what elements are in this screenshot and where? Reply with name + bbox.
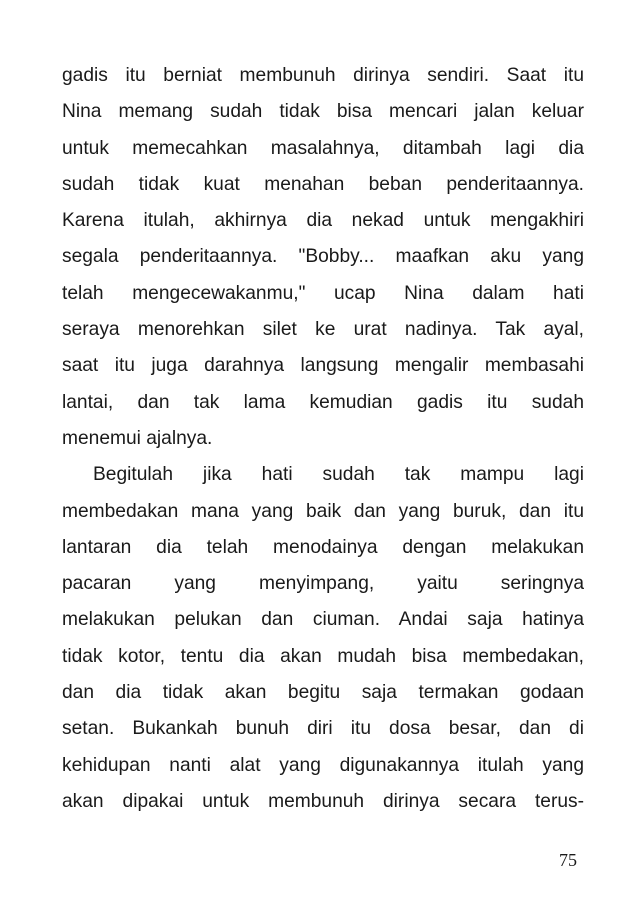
page-number: 75 — [559, 850, 577, 870]
text-line: akan dipakai untuk membunuh dirinya secara terus- — [62, 790, 584, 812]
body-text — [62, 58, 584, 820]
paragraph-end-line: menemui ajalnya. — [62, 427, 213, 449]
text-line: segala penderitaannya. "Bobby... maafkan aku yang — [62, 246, 584, 268]
text-line: membedakan mana yang baik dan yang buruk, dan itu — [62, 500, 584, 522]
text-line: lantaran dia telah menodainya dengan melakukan — [62, 536, 584, 558]
text-line: untuk memecahkan masalahnya, ditambah lagi dia — [62, 137, 584, 159]
text-line: Nina memang sudah tidak bisa mencari jalan keluar — [62, 101, 584, 123]
text-line: saat itu juga darahnya langsung mengalir membasahi — [62, 355, 584, 377]
paragraph-first-line: Begitulah jika hati sudah tak mampu lagi — [93, 464, 584, 486]
text-line: dan dia tidak akan begitu saja termakan godaan — [62, 682, 584, 704]
text-line: tidak kotor, tentu dia akan mudah bisa membedakan, — [62, 645, 584, 667]
text-line: telah mengecewakanmu," ucap Nina dalam hati — [62, 282, 584, 304]
text-line: setan. Bukankah bunuh diri itu dosa besar, dan di — [62, 718, 584, 740]
text-line: seraya menorehkan silet ke urat nadinya. Tak ayal, — [62, 319, 584, 341]
text-line: gadis itu berniat membunuh dirinya sendiri. Saat itu — [62, 65, 584, 86]
text-line: kehidupan nanti alat yang digunakannya itulah yang — [62, 754, 584, 776]
text-line: melakukan pelukan dan ciuman. Andai saja hatinya — [62, 609, 584, 631]
text-line: lantai, dan tak lama kemudian gadis itu sudah — [62, 391, 584, 413]
text-line: Karena itulah, akhirnya dia nekad untuk mengakhiri — [62, 210, 584, 232]
text-line: pacaran yang menyimpang, yaitu seringnya — [62, 573, 584, 595]
text-line: sudah tidak kuat menahan beban penderitaannya. — [62, 173, 584, 195]
